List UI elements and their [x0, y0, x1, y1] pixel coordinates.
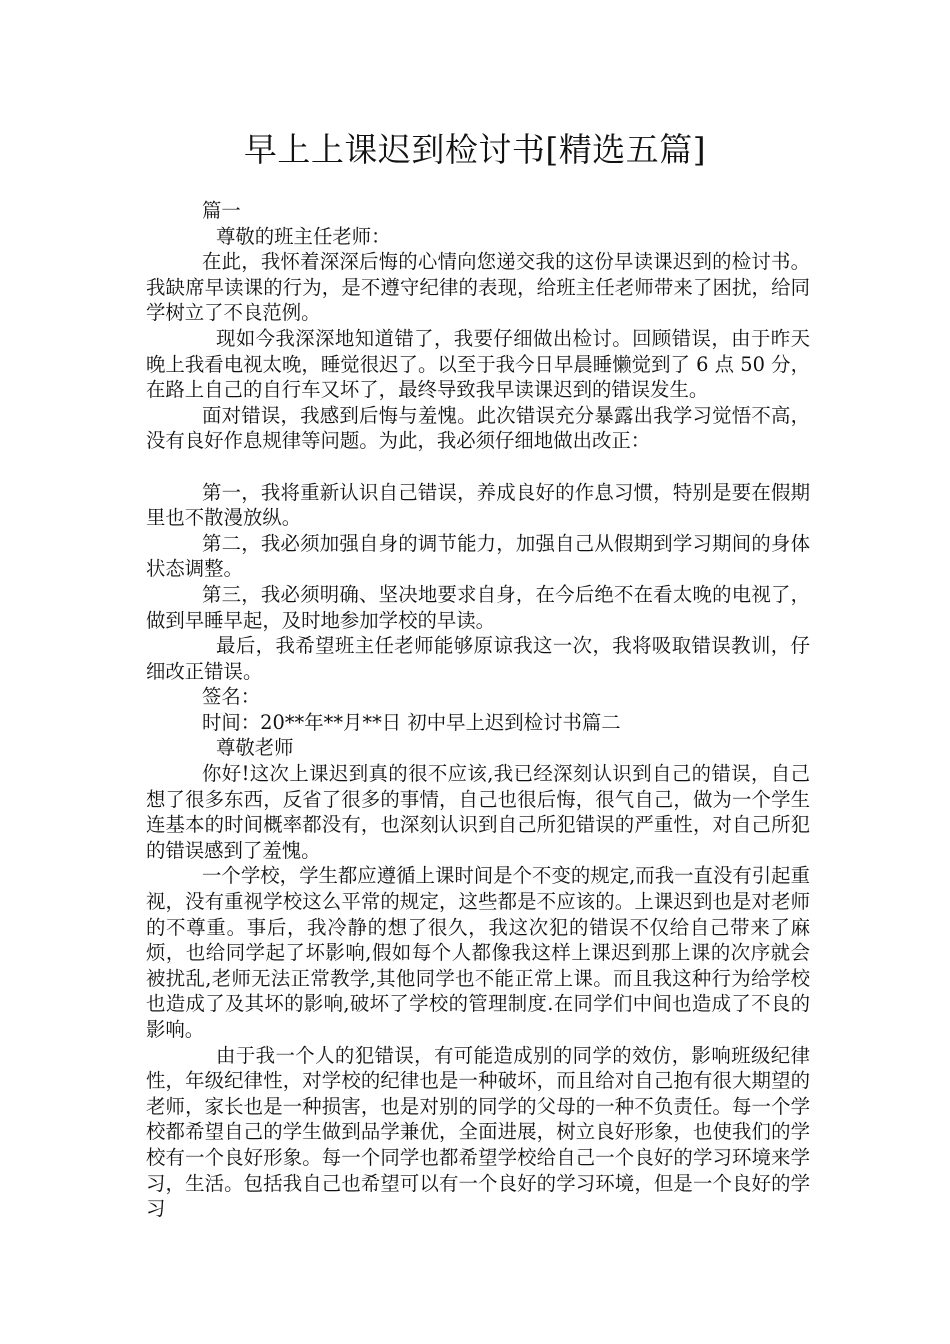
salutation: 尊敬老师 — [216, 736, 294, 760]
paragraph: 在此，我怀着深深后悔的心情向您递交我的这份早读课迟到的检讨书。我缺席早读课的行为，是不遵守纪律的表现，给班主任老师带来了困扰，给同学树立了不良范例。 — [146, 250, 810, 325]
paragraph: 第一，我将重新认识自己错误，养成良好的作息习惯，特别是要在假期里也不散漫放纵。 — [146, 480, 810, 530]
paragraph: 最后，我希望班主任老师能够原谅我这一次，我将吸取错误教训，仔细改正错误。 — [146, 634, 810, 683]
paragraph: 现如今我深深地知道错了，我要仔细做出检讨。回顾错误，由于昨天晚上我看电视太晚，睡觉很迟了。以至于我今日早晨睡懒觉到了 6 点 50 分，在路上自己的自行车又坏了，最终导致我早读课迟到的错误发生。 — [146, 326, 810, 402]
signature-line: 签名： — [202, 685, 261, 709]
document-body — [146, 198, 810, 1222]
blank-line — [146, 454, 810, 480]
paragraph: 面对错误，我感到后悔与羞愧。此次错误充分暴露出我学习觉悟不高，没有良好作息规律等问题。为此，我必须仔细地做出改正： — [146, 403, 810, 453]
date-line: 时间：20**年**月**日 初中早上迟到检讨书篇二 — [202, 710, 621, 734]
paragraph: 你好!这次上课迟到真的很不应该,我已经深刻认识到自己的错误，自己想了很多东西，反省了很多的事情，自己也很后悔，很气自己，做为一个学生连基本的时间概率都没有，也深刻认识到自己所犯错误的严重性，对自己所犯的错误感到了羞愧。 — [146, 762, 810, 862]
document-title: 早上上课迟到检讨书[精选五篇] — [243, 130, 707, 169]
paragraph: 尊敬的班主任老师： — [216, 224, 391, 248]
paragraph: 第二，我必须加强自身的调节能力，加强自己从假期到学习期间的身体状态调整。 — [146, 531, 810, 581]
paragraph: 第三，我必须明确、坚决地要求自身，在今后绝不在看太晚的电视了，做到早睡早起，及时地参加学校的早读。 — [146, 582, 810, 632]
paragraph: 由于我一个人的犯错误，有可能造成别的同学的效仿，影响班级纪律性，年级纪律性，对学校的纪律也是一种破坏，而且给对自己抱有很大期望的老师，家长也是一种损害，也是对别的同学的父母的一种不负责任。每一个学校都希望自己的学生做到品学兼优，全面进展，树立良好形象，也使我们的学校有一个良好形象。每一个同学也都希望学校给自己一个良好的学习环境来学习，生活。包括我自己也希望可以有一个良好的学习环境，但是一个良好的学习 — [146, 1043, 810, 1221]
paragraph: 一个学校，学生都应遵循上课时间是个不变的规定,而我一直没有引起重视，没有重视学校这么平常的规定，这些都是不应该的。上课迟到也是对老师的不尊重。事后，我冷静的想了很久，我这次犯的错误不仅给自己带来了麻烦，也给同学起了坏影响,假如每个人都像我这样上课迟到那上课的次序就会被扰乱,老师无法正常教学,其他同学也不能正常上课。而且我这种行为给学校也造成了及其坏的影响,破坏了学校的管理制度.在同学们中间也造成了不良的影响。 — [146, 864, 810, 1041]
paragraph: 篇一 — [202, 199, 241, 222]
